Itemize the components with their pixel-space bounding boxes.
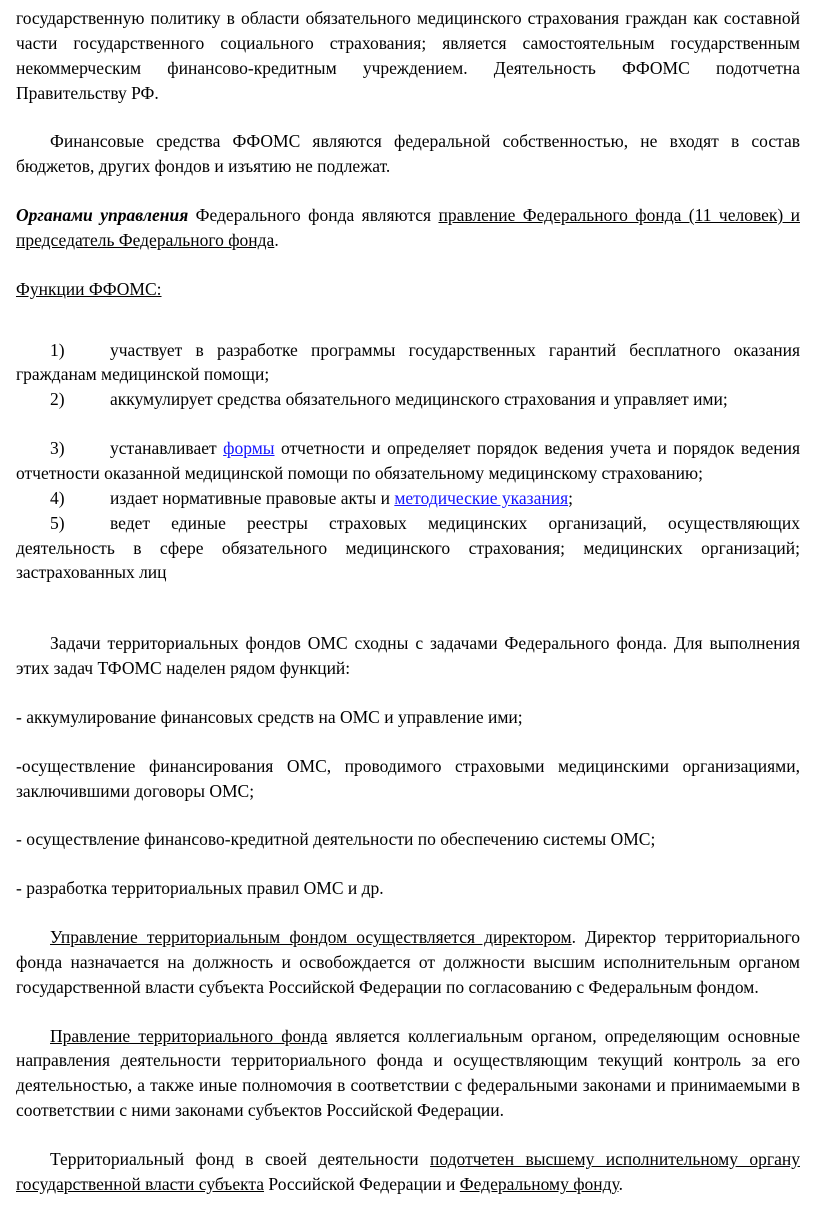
paragraph-block-top: [16, 6, 800, 326]
spacer: [16, 852, 800, 876]
list-item-number: 3): [50, 438, 65, 459]
text-run: устанавливает: [110, 438, 224, 459]
list-item-number: 2): [50, 389, 65, 410]
spacer: [16, 302, 800, 326]
text-run: Задачи территориальных фондов ОМС сходны с задачами Федерального фонда. Для выполнения этих задач ТФОМС наделен рядом функций:: [16, 633, 800, 679]
spacer: [16, 1197, 800, 1221]
text-run: ;: [568, 487, 573, 508]
list-item: [16, 486, 800, 511]
hyperlink[interactable]: формы: [223, 438, 275, 459]
underlined-text: правление Федерального фонда (11 человек) и председатель Федерального фонда: [16, 205, 800, 250]
text-run: . Директор территориального фонда назначается на должность и освобождается от должности высшим исполнительным органом государственной власти субъекта Российской Федерации по согласованию с Федеральным фондом.: [16, 927, 800, 997]
p-accountable: [16, 1147, 800, 1197]
text-run: Финансовые средства ФФОМС являются федеральной собственностью, не входят в состав бюджетов, других фондов и изъятию не подлежат.: [16, 131, 800, 177]
list-item-number: 5): [50, 512, 65, 533]
text-run: государственную политику в области обязательного медицинского страхования граждан как составной части государственного социального страхования; является самостоятельным государственным некоммерческим финансово-кредитным учреждением. Деятельность ФФОМС подотчетна Правительству РФ.: [16, 8, 800, 103]
underlined-text: Федеральному фонду: [459, 1173, 619, 1194]
text-run: участвует в разработке программы государственных гарантий бесплатного оказания гражданам медицинской помощи;: [16, 339, 800, 385]
text-run: - разработка территориальных правил ОМС и др.: [16, 878, 384, 899]
paragraph-block-bottom: [16, 631, 800, 1221]
numbered-function-list: [16, 338, 800, 586]
p-tasks: [16, 631, 800, 681]
p-dash-2: [16, 754, 800, 804]
p-organs: [16, 203, 800, 253]
p-dash-4: [16, 876, 800, 901]
text-run: Российской Федерации и: [264, 1173, 460, 1194]
spacer: [16, 681, 800, 705]
p-dash-1: [16, 705, 800, 730]
list-item: [16, 387, 800, 412]
hyperlink[interactable]: методические указания: [394, 487, 569, 508]
spacer: [16, 730, 800, 754]
underlined-text: Управление территориальным фондом осуществляется директором: [50, 927, 572, 948]
p-management: [16, 925, 800, 1000]
spacer: [16, 1000, 800, 1024]
spacer: [16, 253, 800, 277]
text-run: Территориальный фонд в своей деятельности: [50, 1149, 431, 1169]
text-run: .: [274, 229, 279, 250]
text-run: - аккумулирование финансовых средств на ОМС и управление ими;: [16, 706, 523, 727]
text-run: Федерального фонда являются: [188, 205, 439, 226]
spacer: [16, 105, 800, 129]
spacer: [16, 803, 800, 827]
text-run: ведет единые реестры страховых медицинских организаций, осуществляющих деятельность в сфере обязательного медицинского страхования; медицинских организаций; застрахованных лиц: [16, 512, 800, 583]
text-run: -осуществление финансирования ОМС, проводимого страховыми медицинскими организациями, заключившими договоры ОМС;: [16, 755, 800, 801]
text-run: является коллегиальным органом, определяющим основные направления деятельности территориального фонда и осуществляющим текущий контроль за его деятельностью, а также иные полномочия в соответствии с федеральными законами и принимаемыми в соответствии с ними законами субъектов Российской Федерации.: [16, 1025, 800, 1121]
list-item-number: 1): [50, 339, 65, 360]
list-item: [16, 436, 800, 486]
list-item: [16, 511, 800, 586]
spacer: [16, 901, 800, 925]
emphasis-text: Органами управления: [16, 205, 189, 226]
underlined-text: Правление территориального фонда: [50, 1025, 328, 1046]
p-continuation: [16, 6, 800, 105]
underlined-text: Функции ФФОМС:: [16, 278, 162, 299]
text-run: аккумулирует средства обязательного медицинского страхования и управляет ими;: [110, 389, 728, 410]
p-board: [16, 1024, 800, 1123]
spacer-large: [16, 585, 800, 631]
text-run: издает нормативные правовые акты и: [110, 487, 395, 508]
list-item-number: 4): [50, 487, 65, 508]
p-finance: [16, 129, 800, 179]
p-dash-3: [16, 827, 800, 852]
text-run: отчетности и определяет порядок ведения учета и порядок ведения отчетности оказанной медицинской помощи по обязательному медицинскому страхованию;: [16, 438, 801, 483]
text-run: .: [618, 1173, 623, 1194]
spacer: [16, 1123, 800, 1147]
p-functions-title: [16, 277, 800, 302]
spacer: [16, 179, 800, 203]
underlined-text: подотчетен высшему исполнительному органу государственной власти субъекта: [16, 1149, 800, 1194]
spacer: [16, 412, 800, 436]
text-run: - осуществление финансово-кредитной деятельности по обеспечению системы ОМС;: [16, 829, 656, 850]
spacer: [16, 326, 800, 338]
list-item: [16, 338, 800, 388]
